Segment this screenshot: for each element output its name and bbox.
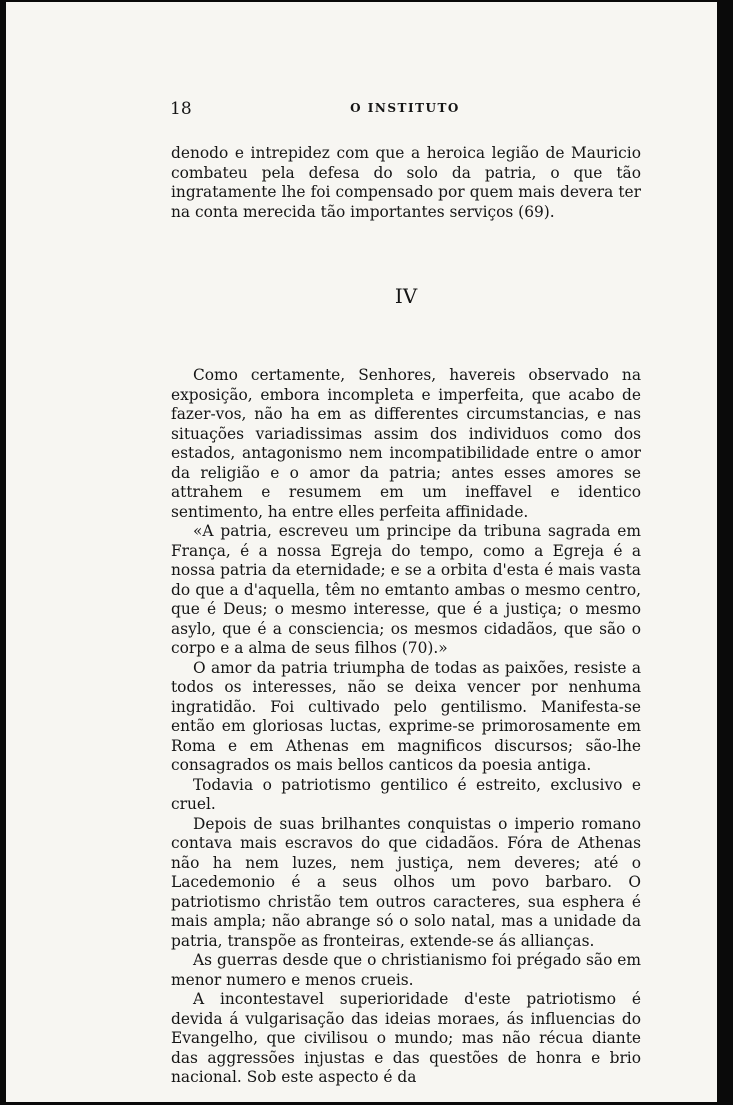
paragraph: «A patria, escreveu um principe da tribuna sagrada em França, é a nossa Egreja do tempo, como a Egreja é a nossa patria da eternidade; e se a orbita d'esta é mais vasta do que a d'aquella, têm no emtanto ambas o mesmo centro, que é Deus; o mesmo interesse, que é a justiça; o mesmo asylo, que é a consciencia; os mesmos cidadãos, que são o corpo e a alma de seus filhos (70).»: [171, 522, 641, 657]
paragraph: Depois de suas brilhantes conquistas o imperio romano contava mais escravos do que cidadãos. Fóra de Athenas não ha nem luzes, nem justiça, nem deveres; até o Lacedemonio é a seus olhos um povo barbaro. O patriotismo christão tem outros caracteres, sua esphera é mais ampla; não abrange só o solo natal, mas a unidade da patria, transpõe as fronteiras, extende-se ás allianças.: [171, 814, 641, 950]
section-numeral: IV: [394, 284, 418, 308]
paragraph: Todavia o patriotismo gentilico é estreito, exclusivo e cruel.: [171, 775, 641, 813]
paragraph: O amor da patria triumpha de todas as paixões, resiste a todos os interesses, não se deixa vencer por nenhuma ingratidão. Foi cultivado pelo gentilismo. Manifesta-se então em gloriosas luctas, exprime-se primorosamente em Roma e em Athenas em magnificos discursos; são-lhe consagrados os mais bellos canticos da poesia antiga.: [171, 658, 641, 774]
paragraph: A incontestavel superioridade d'este patriotismo é devida á vulgarisação das ideias moraes, ás influencias do Evangelho, que civilisou o mundo; mas não récua diante das aggressões injustas e das questões de honra e brio nacional. Sob este aspecto é da: [171, 990, 641, 1086]
page-number: 18: [170, 99, 192, 119]
paragraph: As guerras desde que o christianismo foi prégado são em menor numero e menos crueis.: [171, 951, 641, 989]
running-title: O INSTITUTO: [350, 101, 460, 115]
intro-paragraph: denodo e intrepidez com que a heroica legião de Mauricio combateu pela defesa do solo da patria, o que tão ingratamente lhe foi compensado por quem mais devera ter na conta merecida tão importantes serviços (69).: [171, 144, 641, 221]
paragraph: Como certamente, Senhores, havereis observado na exposição, embora incompleta e imperfeita, que acabo de fazer-vos, não ha em as differentes circumstancias, e nas situações variadissimas assim dos individuos como dos estados, antagonismo nem incompatibilidade entre o amor da religião e o amor da patria; antes esses amores se attrahem e resumem em um ineffavel e identico sentimento, ha entre elles perfeita affinidade.: [171, 366, 641, 521]
page-header: [170, 99, 640, 121]
body-text: [171, 366, 641, 1088]
intro-paragraph-block: [171, 144, 641, 222]
